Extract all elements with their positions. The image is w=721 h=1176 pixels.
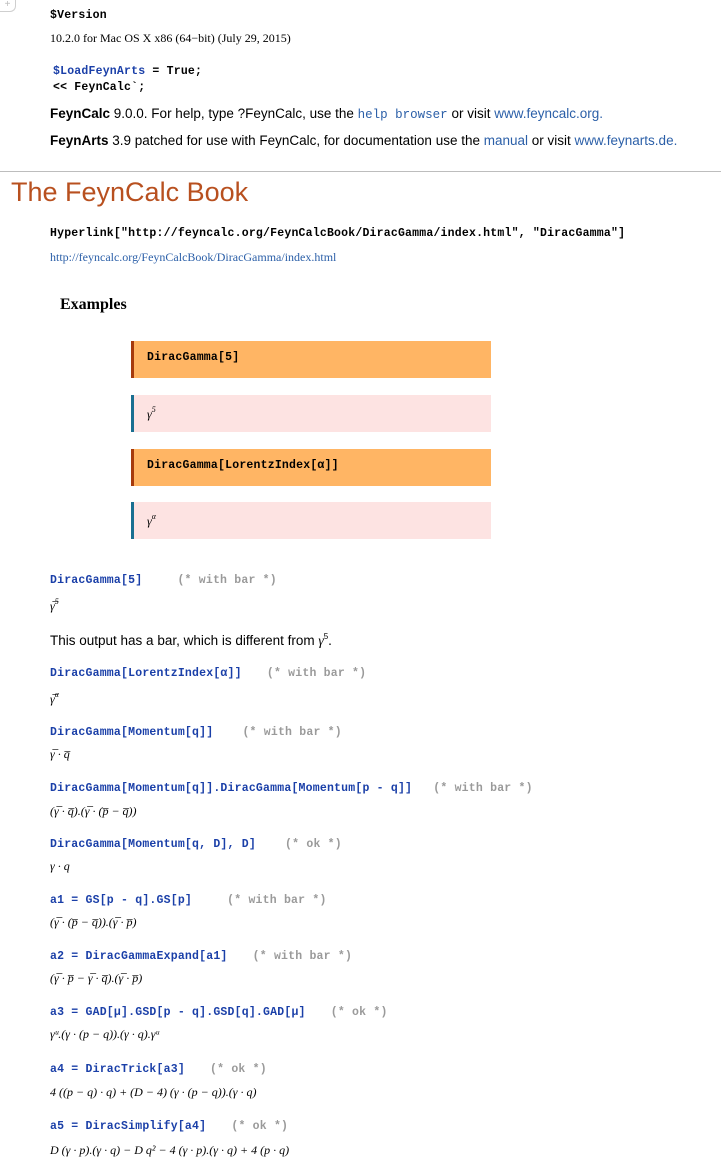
feyncalc-name: FeynCalc xyxy=(50,106,111,121)
input-comment: (* with bar *) xyxy=(227,894,327,907)
feynarts-message xyxy=(50,133,677,148)
version-input[interactable]: $Version xyxy=(50,9,107,22)
load-feynarts-line[interactable] xyxy=(53,65,202,78)
input-code: DiracGamma[5] xyxy=(50,574,143,587)
input-code: a2 = DiracGammaExpand[a1] xyxy=(50,950,228,963)
hyperlink-input[interactable]: Hyperlink["http://feyncalc.org/FeynCalcBook/DiracGamma/index.html", "DiracGamma"] xyxy=(50,227,626,240)
load-feyncalc-line[interactable]: << FeynCalc`; xyxy=(53,81,146,94)
input-cell[interactable] xyxy=(50,838,342,851)
input-cell[interactable] xyxy=(50,574,277,587)
feyncalc-text: 9.0.0. For help, type ?FeynCalc, use the xyxy=(110,106,358,121)
input-code: a3 = GAD[μ].GSD[p - q].GSD[q].GAD[μ] xyxy=(50,1006,306,1019)
output-cell: (γ̅ · (p̅ − q̅)).(γ̅ · p̅) xyxy=(50,915,137,929)
input-code: a5 = DiracSimplify[a4] xyxy=(50,1120,207,1133)
load-feynarts-variable: $LoadFeynArts xyxy=(53,65,146,78)
help-browser-link[interactable]: help browser xyxy=(357,108,448,122)
manual-link[interactable]: manual xyxy=(483,133,529,148)
note-text: This output has a bar, which is different from $\gamma^5$. xyxy=(50,632,332,648)
example-output-text: $\gamma^\alpha$ xyxy=(147,512,156,528)
feyncalc-site-link[interactable]: www.feyncalc.org. xyxy=(494,106,603,121)
examples-heading: Examples xyxy=(60,296,127,313)
load-feynarts-value: = True; xyxy=(145,65,203,78)
input-comment: (* ok *) xyxy=(330,1006,388,1019)
feynarts-site-link[interactable]: www.feynarts.de. xyxy=(574,133,678,148)
add-cell-icon[interactable]: + xyxy=(0,0,16,12)
input-comment: (* with bar *) xyxy=(266,667,367,680)
feynarts-text-2: or visit xyxy=(528,133,575,148)
feyncalc-text-2: or visit xyxy=(447,106,495,121)
input-code: DiracGamma[Momentum[q]] xyxy=(50,726,214,739)
input-cell[interactable] xyxy=(50,950,352,963)
section-divider xyxy=(0,171,721,172)
output-cell: (γ̅ · p̅ − γ̅ · q̅).(γ̅ · p̅) xyxy=(50,971,143,985)
output-cell: 4 ((p − q) · q) + (D − 4) (γ · (p − q)).(γ · q) xyxy=(50,1085,257,1099)
output-cell: D (γ · p).(γ · q) − D q² − 4 (γ · p).(γ · q) + 4 (p · q) xyxy=(50,1143,290,1157)
input-cell[interactable] xyxy=(50,1063,267,1076)
example-output-text: $\gamma^5$ xyxy=(147,405,156,421)
input-code: a4 = DiracTrick[a3] xyxy=(50,1063,185,1076)
input-comment: (* ok *) xyxy=(231,1120,289,1133)
input-code: DiracGamma[Momentum[q]].DiracGamma[Momentum[p - q]] xyxy=(50,782,413,795)
example-input-text: DiracGamma[5] xyxy=(147,351,240,364)
input-comment: (* with bar *) xyxy=(252,950,353,963)
input-cell[interactable] xyxy=(50,667,366,680)
input-cell[interactable] xyxy=(50,726,342,739)
input-cell[interactable] xyxy=(50,782,533,795)
input-cell[interactable] xyxy=(50,1006,388,1019)
input-comment: (* with bar *) xyxy=(242,726,342,739)
output-cell: γ · q xyxy=(50,859,70,873)
input-cell[interactable] xyxy=(50,894,327,907)
input-comment: (* ok *) xyxy=(210,1063,267,1076)
output-cell: γ̅ · q̅ xyxy=(50,747,70,761)
feynarts-text: 3.9 patched for use with FeynCalc, for documentation use the xyxy=(108,133,484,148)
example-input-box[interactable] xyxy=(131,449,491,486)
input-code: DiracGamma[LorentzIndex[α]] xyxy=(50,667,242,680)
output-cell: γ̅$^5$ xyxy=(50,597,59,613)
hyperlink-output-link[interactable]: http://feyncalc.org/FeynCalcBook/DiracGamma/index.html xyxy=(50,250,337,264)
feyncalc-message xyxy=(50,106,603,122)
input-comment: (* ok *) xyxy=(285,838,342,851)
page-title: The FeynCalc Book xyxy=(11,177,249,207)
input-code: DiracGamma[Momentum[q, D], D] xyxy=(50,838,256,851)
feynarts-name: FeynArts xyxy=(50,133,109,148)
example-input-box[interactable] xyxy=(131,341,491,378)
input-cell[interactable] xyxy=(50,1120,288,1133)
input-comment: (* with bar *) xyxy=(177,574,277,587)
version-output: 10.2.0 for Mac OS X x86 (64−bit) (July 29, 2015) xyxy=(50,31,291,45)
example-input-text: DiracGamma[LorentzIndex[α]] xyxy=(147,459,339,472)
output-cell: (γ̅ · q̅).(γ̅ · (p̅ − q̅)) xyxy=(50,804,137,818)
example-output-box xyxy=(131,395,491,432)
input-code: a1 = GS[p - q].GS[p] xyxy=(50,894,193,907)
output-cell: γᵘ.(γ · (p − q)).(γ · q).γᵘ xyxy=(50,1027,160,1041)
example-output-box xyxy=(131,502,491,539)
input-comment: (* with bar *) xyxy=(433,782,533,795)
output-cell: γ̅$^\alpha$ xyxy=(50,690,59,706)
